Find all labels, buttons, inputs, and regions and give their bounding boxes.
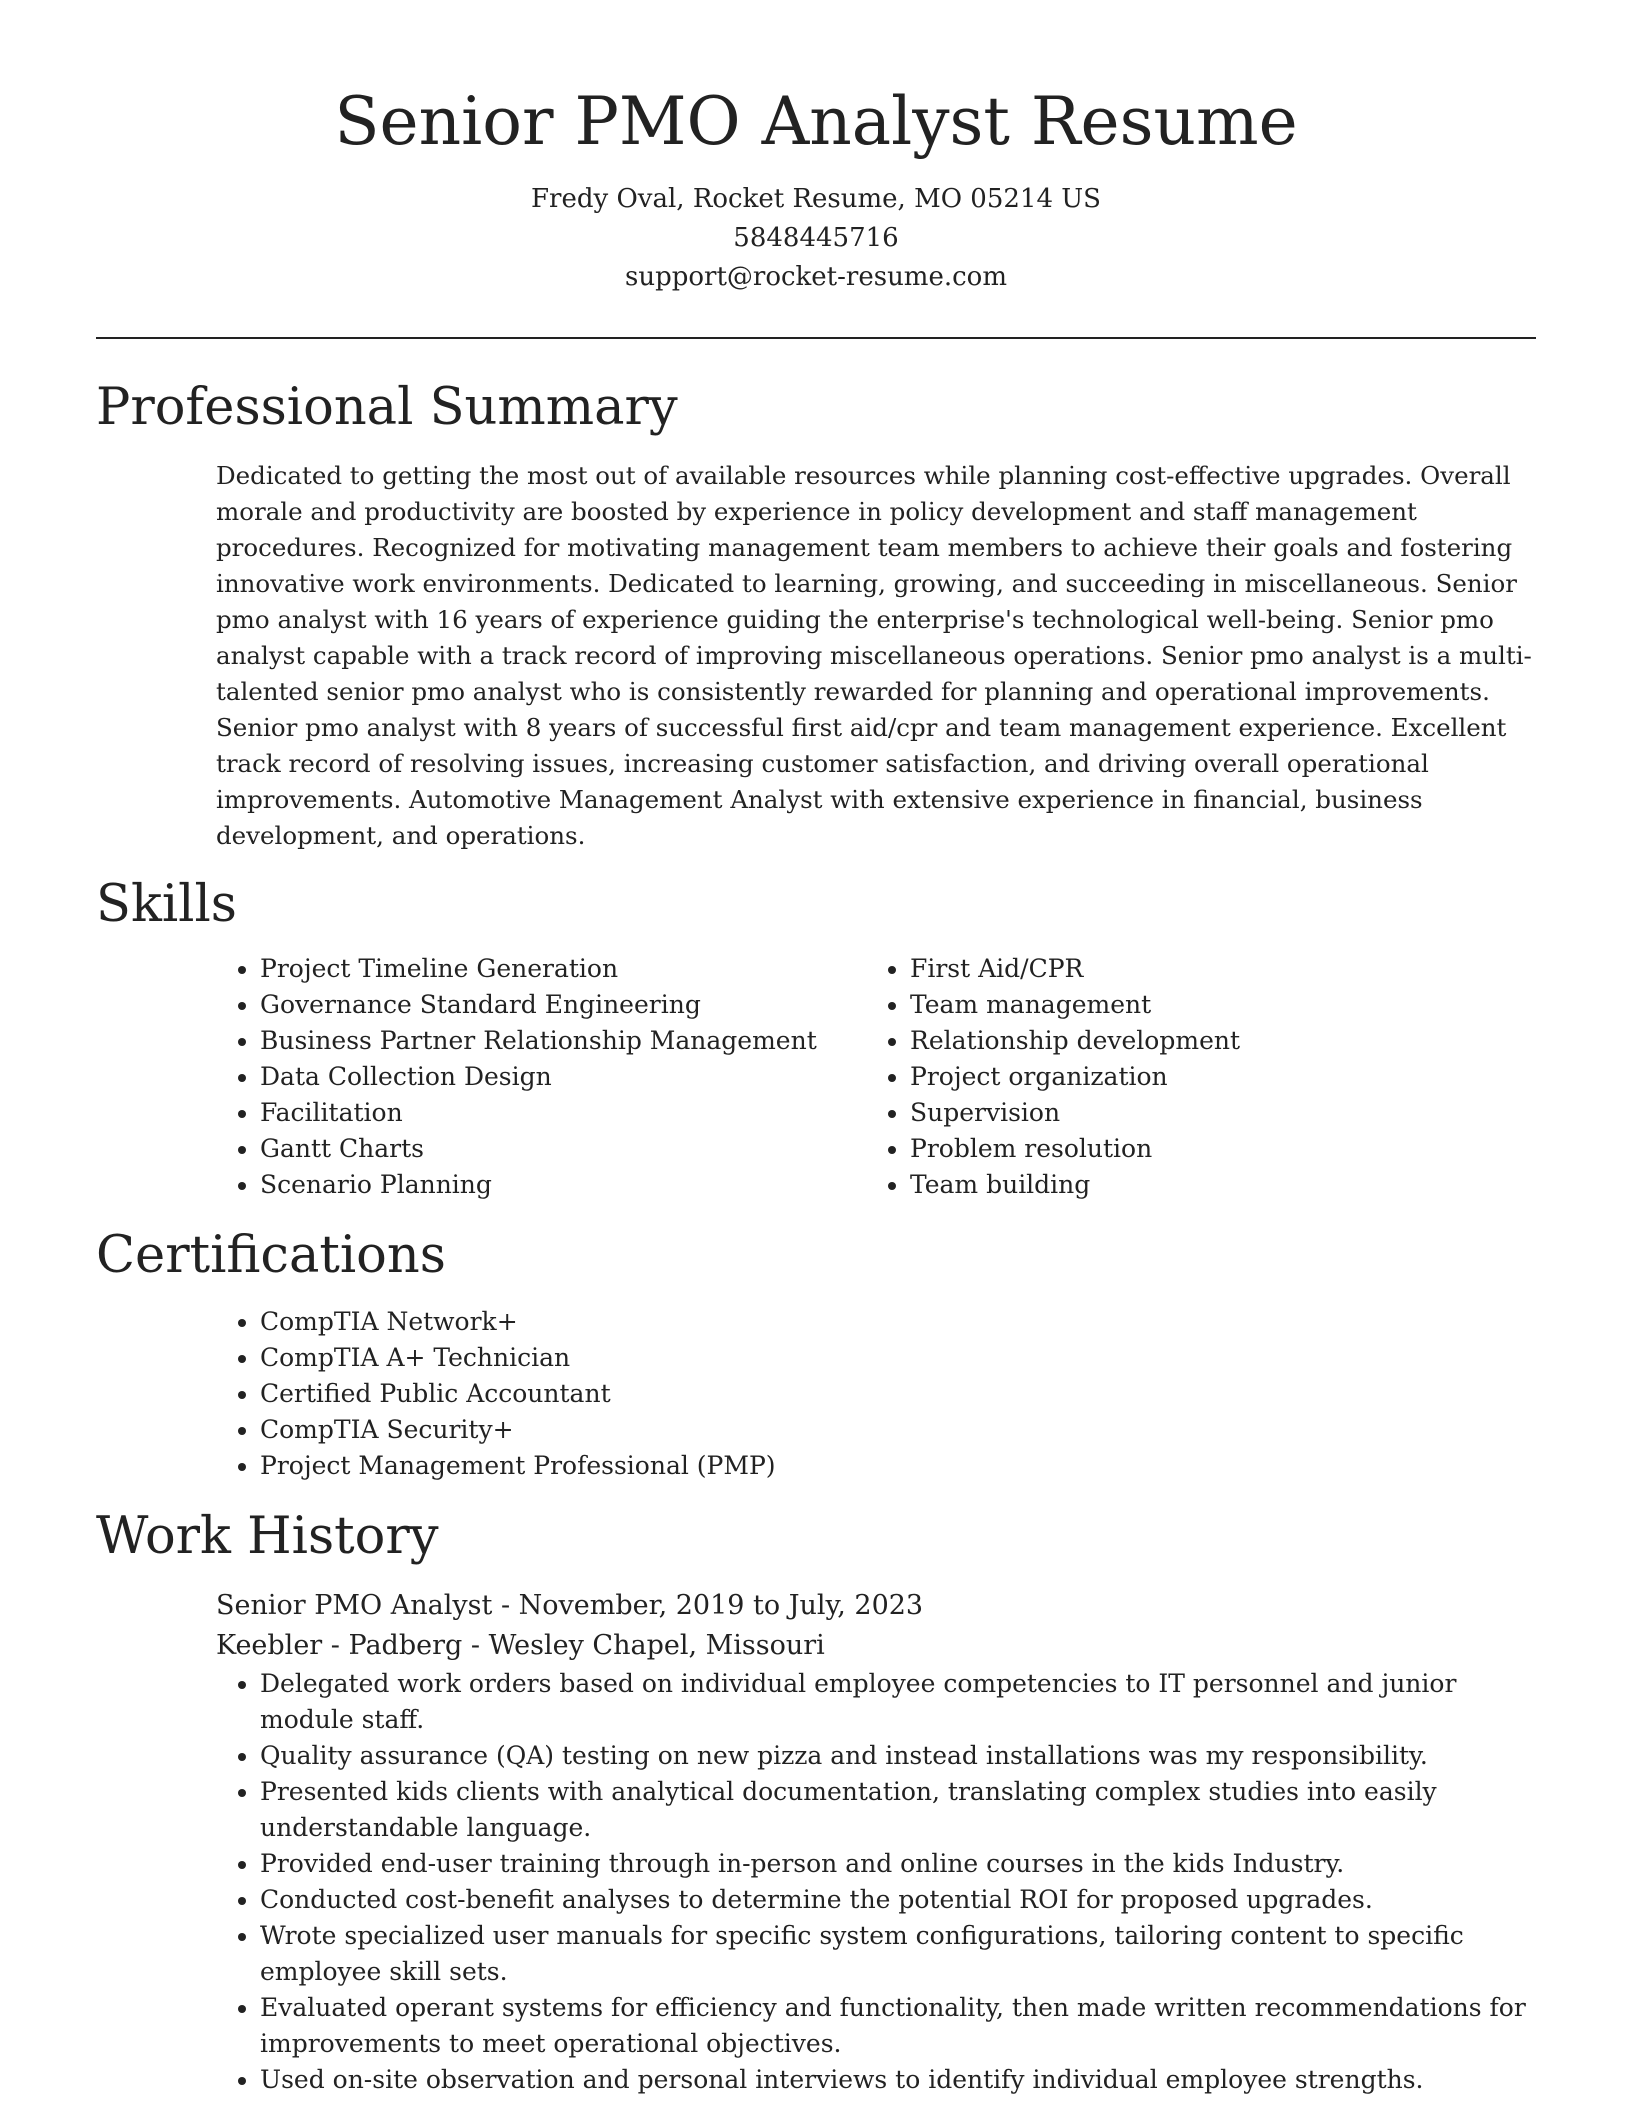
skill-item: • Scenario Planning — [260, 1167, 866, 1203]
summary-text: Dedicated to getting the most out of available resources while planning cost-effective upgrades. Overall morale and productivity are boosted by experience in policy development and staff management procedures. Recognized for motivating management team members to achieve their goals and fostering innovative work environments. Dedicated to learning, growing, and succeeding in miscellaneous. Senior pmo analyst with 16 years of experience guiding the enterprise's technological well-being. Senior pmo analyst capable with a track record of improving miscellaneous operations. Senior pmo analyst is a multi-talented senior pmo analyst who is consistently rewarded for planning and operational improvements. Senior pmo analyst with 8 years of successful first aid/cpr and team management experience. Excellent track record of resolving issues, increasing customer satisfaction, and driving overall operational improvements. Automotive Management Analyst with extensive experience in financial, business development, and operations. — [216, 461, 1532, 851]
job-entry — [216, 1586, 1536, 2098]
certifications-heading: Certifications — [96, 1226, 446, 1286]
responsibility-item: • Evaluated operant systems for efficiency and functionality, then made written recommendations for improvements to meet operational objectives. — [260, 1990, 1536, 2062]
header-divider — [96, 337, 1536, 339]
certification-item: • CompTIA Security+ — [260, 1412, 1536, 1448]
skill-item: • Data Collection Design — [260, 1059, 866, 1095]
skill-item: • Team building — [910, 1167, 1516, 1203]
responsibility-item: • Provided end-user training through in-person and online courses in the kids Industry. — [260, 1846, 1536, 1882]
skill-item: • Project organization — [910, 1059, 1516, 1095]
contact-phone: 5848445716 — [733, 222, 899, 253]
skill-item: • Project Timeline Generation — [260, 951, 866, 987]
skill-item: • Team management — [910, 987, 1516, 1023]
responsibility-item: • Conducted cost-benefit analyses to determine the potential ROI for proposed upgrades. — [260, 1882, 1536, 1918]
contact-address: Fredy Oval, Rocket Resume, MO 05214 US — [531, 183, 1101, 214]
certification-item: • CompTIA Network+ — [260, 1304, 1536, 1340]
skill-item: • Problem resolution — [910, 1131, 1516, 1167]
certifications-list — [216, 1304, 1536, 1484]
contact-email: support@rocket-resume.com — [624, 261, 1007, 292]
resume-header — [96, 0, 1536, 297]
skills-column-left — [216, 951, 866, 1203]
contact-info — [96, 180, 1536, 297]
responsibility-item: • Wrote specialized user manuals for specific system configurations, tailoring content to specific employee skill sets. — [260, 1918, 1536, 1990]
skill-item: • Gantt Charts — [260, 1131, 866, 1167]
responsibility-item: • Presented kids clients with analytical documentation, translating complex studies into easily understandable language. — [260, 1774, 1536, 1846]
responsibility-item: • Quality assurance (QA) testing on new pizza and instead installations was my responsibility. — [260, 1738, 1536, 1774]
skill-item: • Governance Standard Engineering — [260, 987, 866, 1023]
certification-item: • CompTIA A+ Technician — [260, 1340, 1536, 1376]
job-company-line — [216, 1626, 1536, 1666]
skills-list — [216, 951, 1536, 1203]
job-role: Senior PMO Analyst — [216, 1589, 493, 1621]
job-dates: - November, 2019 to July, 2023 — [492, 1589, 924, 1621]
page-title: Senior PMO Analyst Resume — [334, 83, 1298, 160]
certification-item: • Project Management Professional (PMP) — [260, 1448, 1536, 1484]
responsibility-item: • Delegated work orders based on individual employee competencies to IT personnel and junior module staff. — [260, 1666, 1536, 1738]
job-company: Keebler - Padberg — [216, 1629, 463, 1661]
job-responsibilities — [216, 1666, 1536, 2098]
resume-page — [96, 0, 1536, 2098]
skills-heading: Skills — [96, 875, 237, 935]
skill-item: • Relationship development — [910, 1023, 1516, 1059]
skill-item: • Facilitation — [260, 1095, 866, 1131]
work-history-heading: Work History — [96, 1507, 439, 1567]
job-location: - Wesley Chapel, Missouri — [462, 1629, 825, 1661]
skill-item: • First Aid/CPR — [910, 951, 1516, 987]
summary-heading: Professional Summary — [96, 377, 678, 437]
certification-item: • Certified Public Accountant — [260, 1376, 1536, 1412]
job-title-line — [216, 1586, 1536, 1626]
skills-column-right — [866, 951, 1516, 1203]
skill-item: • Business Partner Relationship Management — [260, 1023, 866, 1059]
skill-item: • Supervision — [910, 1095, 1516, 1131]
responsibility-item: • Used on-site observation and personal interviews to identify individual employee strengths. — [260, 2062, 1536, 2098]
